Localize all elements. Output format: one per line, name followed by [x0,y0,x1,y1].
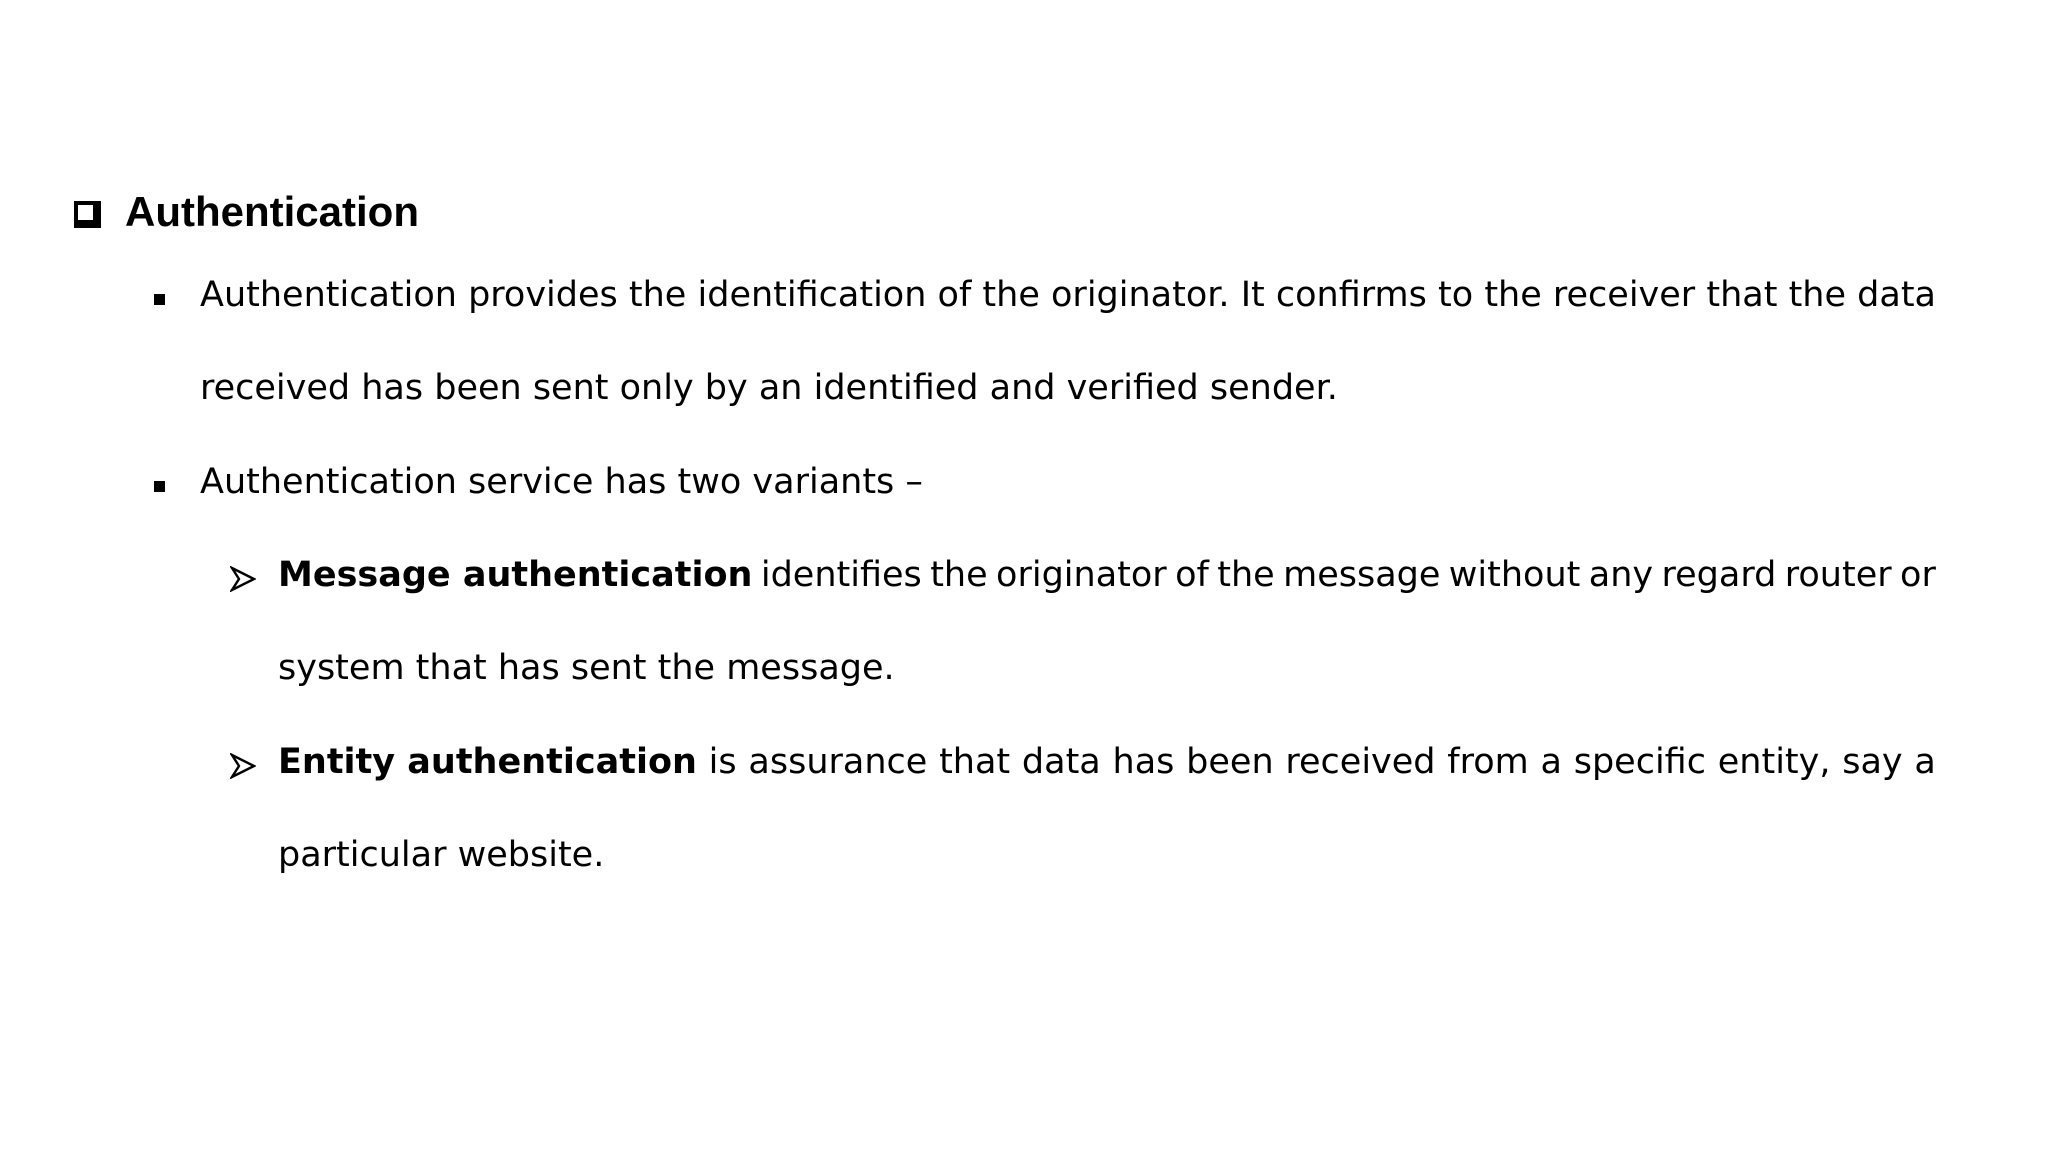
word: a [1914,742,1936,782]
word: entity, [1717,742,1831,782]
square-bullet-icon [154,481,165,492]
word: identifies [760,555,922,595]
word: the [1217,555,1275,595]
word: the [628,275,687,315]
word: or [1900,555,1936,595]
heading-text: Authentication [125,188,419,235]
word: say [1842,742,1903,782]
word: receiver [1552,275,1696,315]
bullet-2-line-1: Authentication service has two variants – [200,462,923,502]
word: provides [468,275,618,315]
sub-bullet-2-line-2: particular website. [278,835,605,875]
word: is [708,742,737,782]
word: the [1484,275,1542,315]
word: message [1283,555,1441,595]
section-heading [74,188,419,236]
word: from [1447,742,1529,782]
term-bold: Message authentication [278,555,753,595]
word: the [1788,275,1847,315]
checkbox-bullet-icon [74,201,97,224]
word: It [1240,275,1265,315]
term-bold: Entity authentication [278,742,697,782]
word: been [1186,742,1274,782]
bullet-1-line-2: received has been sent only by an identified and verified sender. [200,368,1338,408]
word: identification [697,275,927,315]
word: that [939,742,1011,782]
word: assurance [748,742,928,782]
word: data [1857,275,1936,315]
sub-bullet-1-line-1 [278,555,1936,595]
word: without [1448,555,1581,595]
word: of [937,275,972,315]
word: confirms [1275,275,1427,315]
word: a [1540,742,1562,782]
word: of [1175,555,1209,595]
arrow-bullet-icon [230,566,256,592]
word: router [1784,555,1892,595]
arrow-bullet-icon [230,753,256,779]
sub-bullet-1-line-2: system that has sent the message. [278,648,895,688]
bullet-1-line-1 [200,275,1936,315]
word: the [982,275,1040,315]
word: to [1438,275,1474,315]
word: the [930,555,988,595]
word: regard [1661,555,1777,595]
word: received [1285,742,1436,782]
word: data [1021,742,1101,782]
word: any [1588,555,1654,595]
word: Authentication [200,275,457,315]
word: that [1706,275,1778,315]
word: has [1112,742,1175,782]
square-bullet-icon [154,294,165,305]
word: originator [996,555,1167,595]
sub-bullet-2-line-1 [278,742,1936,782]
word: originator. [1051,275,1230,315]
word: specific [1573,742,1706,782]
